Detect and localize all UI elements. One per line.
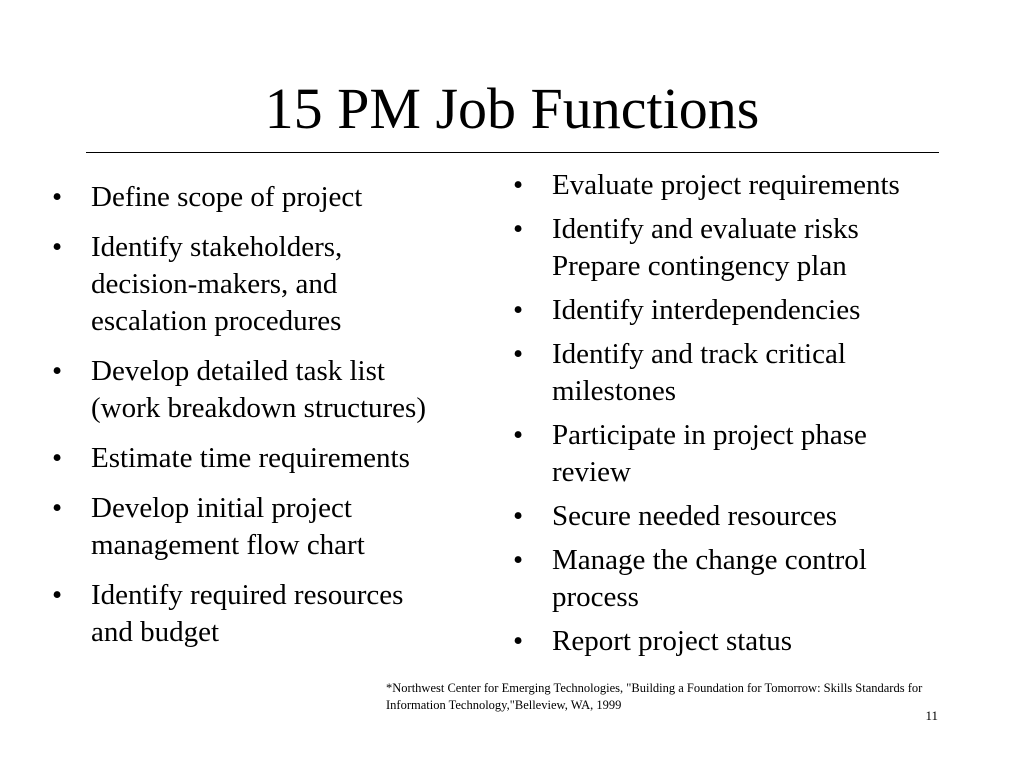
bullet-text: Identify and evaluate risks Prepare contingency plan (552, 213, 859, 282)
bullet-text: Evaluate project requirements (552, 169, 900, 201)
bullet-icon: • (513, 213, 524, 245)
source-footnote: *Northwest Center for Emerging Technologies, "Building a Foundation for Tomorrow: Skills Standards for Information Technology,"Belleview, WA, 1999 (386, 681, 923, 712)
list-item (513, 292, 1013, 329)
bullet-icon: • (513, 544, 524, 576)
bullet-text: Estimate time requirements (91, 442, 410, 474)
list-item (513, 167, 1013, 204)
list-item (52, 229, 502, 340)
bullet-text: Manage the change control process (552, 544, 867, 613)
bullet-icon: • (52, 355, 63, 387)
left-bullet-list (52, 179, 502, 664)
list-item (52, 179, 502, 216)
bullet-icon: • (513, 500, 524, 532)
bullet-text: Develop initial project management flow chart (91, 492, 365, 561)
bullet-icon: • (52, 181, 63, 213)
list-item (52, 490, 502, 564)
bullet-text: Develop detailed task list (work breakdown structures) (91, 355, 427, 424)
bullet-icon: • (513, 169, 524, 201)
right-bullet-list (513, 167, 1013, 667)
list-item (52, 577, 502, 651)
list-item (513, 417, 1013, 491)
page-number: 11 (925, 708, 938, 723)
list-item (513, 542, 1013, 616)
list-item (52, 353, 502, 427)
bullet-icon: • (52, 492, 63, 524)
title-divider (86, 152, 939, 153)
bullet-icon: • (52, 231, 63, 263)
bullet-text: Identify required resources and budget (91, 579, 404, 648)
list-item (513, 623, 1013, 660)
bullet-icon: • (52, 442, 63, 474)
bullet-text: Secure needed resources (552, 500, 838, 532)
bullet-text: Identify stakeholders, decision-makers, and escalation procedures (91, 231, 343, 337)
bullet-text: Report project status (552, 625, 793, 657)
bullet-icon: • (513, 294, 524, 326)
list-item (513, 211, 1013, 285)
list-item (52, 440, 502, 477)
slide-title: 15 PM Job Functions (264, 76, 760, 141)
bullet-icon: • (52, 579, 63, 611)
bullet-text: Identify interdependencies (552, 294, 861, 326)
bullet-text: Participate in project phase review (552, 419, 867, 488)
bullet-icon: • (513, 338, 524, 370)
bullet-text: Identify and track critical milestones (552, 338, 846, 407)
bullet-icon: • (513, 419, 524, 451)
list-item (513, 336, 1013, 410)
list-item (513, 498, 1013, 535)
bullet-icon: • (513, 625, 524, 657)
bullet-text: Define scope of project (91, 181, 363, 213)
